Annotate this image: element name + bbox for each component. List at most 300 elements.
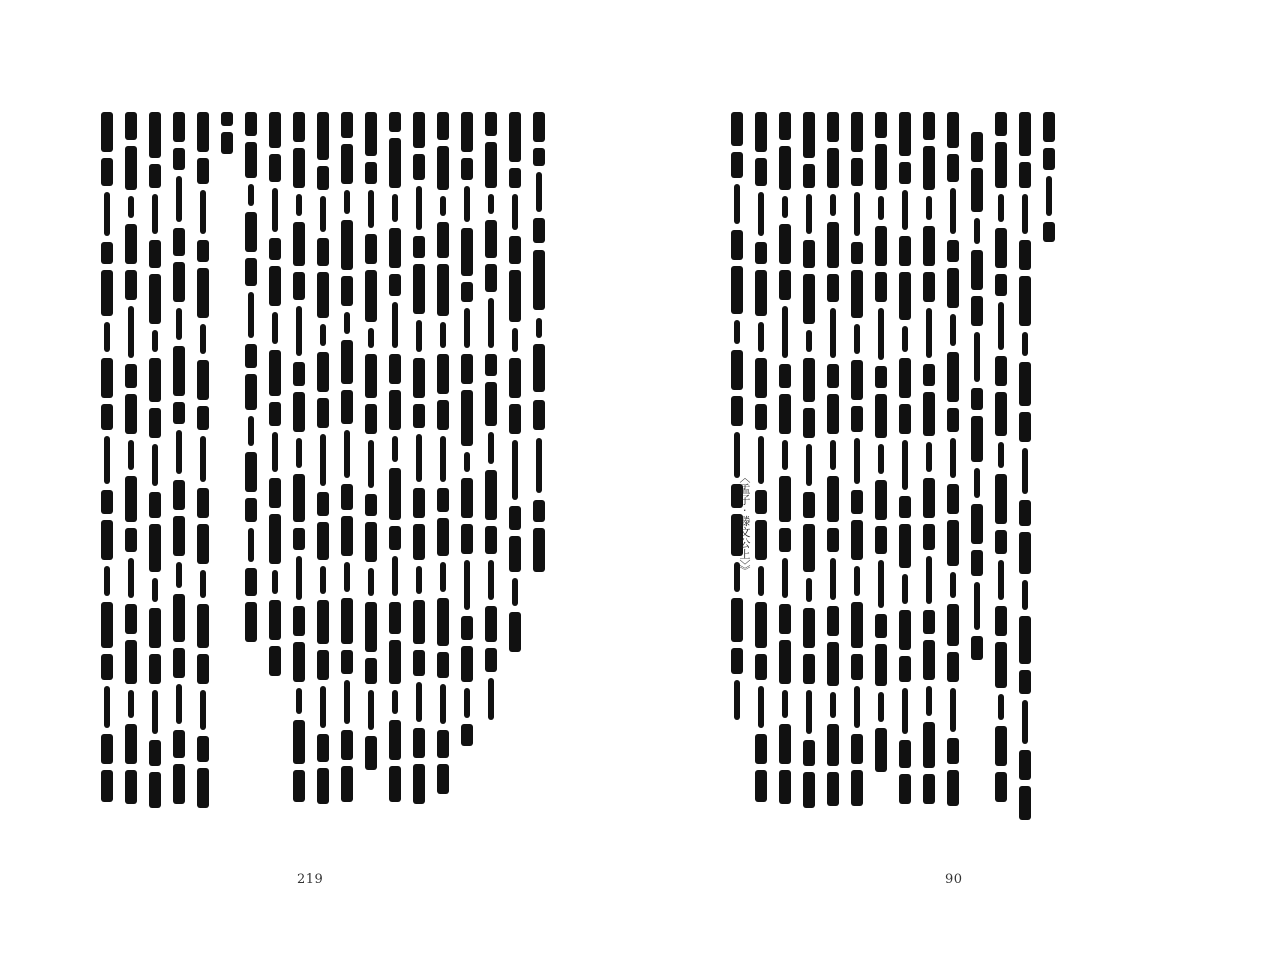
mongolian-word	[272, 570, 278, 594]
mongolian-word	[779, 604, 791, 634]
mongolian-word	[173, 112, 185, 142]
mongolian-word	[995, 392, 1007, 436]
mongolian-word	[200, 324, 206, 354]
mongolian-word	[197, 524, 209, 564]
mongolian-word	[365, 494, 377, 516]
left-page	[60, 0, 560, 978]
mongolian-word	[293, 642, 305, 682]
text-column	[216, 108, 238, 828]
mongolian-word	[344, 312, 350, 334]
mongolian-word	[899, 610, 911, 650]
mongolian-word	[926, 556, 932, 604]
mongolian-word	[1022, 194, 1028, 234]
mongolian-word	[779, 770, 791, 804]
mongolian-word	[827, 724, 839, 766]
mongolian-word	[269, 266, 281, 306]
mongolian-word	[341, 390, 353, 424]
mongolian-word	[779, 640, 791, 684]
mongolian-word	[296, 438, 302, 468]
mongolian-word	[1019, 616, 1031, 664]
mongolian-word	[1019, 276, 1031, 326]
mongolian-word	[245, 258, 257, 286]
text-column	[798, 108, 820, 828]
mongolian-word	[101, 602, 113, 648]
mongolian-word	[485, 606, 497, 642]
mongolian-word	[485, 220, 497, 258]
mongolian-word	[461, 354, 473, 384]
mongolian-word	[101, 490, 113, 514]
mongolian-word	[755, 358, 767, 398]
mongolian-word	[320, 434, 326, 486]
mongolian-word	[803, 112, 815, 158]
mongolian-word	[125, 270, 137, 300]
mongolian-word	[437, 354, 449, 394]
mongolian-word	[974, 582, 980, 630]
mongolian-word	[947, 738, 959, 764]
mongolian-word	[368, 568, 374, 596]
mongolian-word	[173, 764, 185, 804]
mongolian-word	[437, 400, 449, 430]
mongolian-word	[317, 238, 329, 266]
mongolian-word	[437, 146, 449, 190]
mongolian-word	[854, 686, 860, 728]
mongolian-word	[1043, 112, 1055, 142]
text-column	[990, 108, 1012, 828]
mongolian-word	[416, 566, 422, 594]
mongolian-word	[440, 322, 446, 348]
mongolian-word	[971, 504, 983, 544]
mongolian-word	[854, 192, 860, 236]
mongolian-word	[827, 148, 839, 188]
mongolian-word	[923, 226, 935, 266]
mongolian-word	[1022, 448, 1028, 494]
mongolian-word	[413, 728, 425, 758]
mongolian-word	[995, 606, 1007, 636]
mongolian-word	[923, 146, 935, 190]
mongolian-word	[803, 164, 815, 188]
mongolian-word	[341, 340, 353, 384]
mongolian-word	[461, 646, 473, 682]
mongolian-word	[125, 394, 137, 434]
mongolian-word	[971, 550, 983, 576]
mongolian-word	[392, 194, 398, 222]
mongolian-word	[149, 608, 161, 648]
mongolian-word	[317, 272, 329, 318]
mongolian-word	[875, 366, 887, 388]
mongolian-word	[1022, 332, 1028, 356]
mongolian-word	[245, 142, 257, 178]
mongolian-word	[197, 112, 209, 152]
mongolian-word	[509, 404, 521, 434]
mongolian-word	[293, 272, 305, 300]
mongolian-word	[269, 402, 281, 426]
mongolian-word	[293, 222, 305, 266]
mongolian-word	[320, 196, 326, 232]
mongolian-word	[269, 478, 281, 508]
mongolian-word	[464, 308, 470, 348]
mongolian-word	[101, 520, 113, 560]
mongolian-word	[461, 724, 473, 746]
mongolian-word	[149, 164, 161, 188]
text-column	[144, 108, 166, 828]
mongolian-word	[998, 442, 1004, 468]
mongolian-word	[755, 734, 767, 764]
mongolian-word	[344, 562, 350, 592]
mongolian-word	[923, 478, 935, 518]
mongolian-word	[782, 558, 788, 598]
mongolian-word	[755, 112, 767, 152]
mongolian-word	[173, 480, 185, 510]
mongolian-word	[365, 602, 377, 652]
mongolian-word	[413, 154, 425, 180]
mongolian-word	[533, 528, 545, 572]
mongolian-word	[512, 578, 518, 606]
mongolian-word	[1022, 700, 1028, 744]
mongolian-word	[779, 364, 791, 388]
mongolian-word	[125, 146, 137, 190]
mongolian-word	[827, 772, 839, 806]
mongolian-word	[1022, 580, 1028, 610]
mongolian-word	[104, 436, 110, 484]
mongolian-word	[899, 358, 911, 398]
right-page	[700, 0, 1080, 978]
mongolian-word	[149, 492, 161, 518]
text-column	[480, 108, 502, 828]
mongolian-word	[971, 636, 983, 660]
mongolian-word	[923, 112, 935, 140]
mongolian-word	[104, 566, 110, 596]
mongolian-word	[947, 604, 959, 646]
mongolian-word	[731, 648, 743, 674]
mongolian-word	[536, 318, 542, 338]
mongolian-word	[320, 566, 326, 594]
mongolian-word	[341, 598, 353, 644]
mongolian-word	[128, 440, 134, 470]
mongolian-word	[875, 728, 887, 772]
mongolian-word	[533, 218, 545, 243]
mongolian-word	[830, 308, 836, 358]
mongolian-word	[803, 408, 815, 438]
mongolian-word	[101, 654, 113, 680]
mongolian-word	[1019, 162, 1031, 188]
mongolian-word	[509, 536, 521, 572]
mongolian-word	[485, 264, 497, 292]
mongolian-word	[803, 240, 815, 268]
mongolian-word	[245, 602, 257, 642]
text-column	[750, 108, 772, 828]
mongolian-word	[365, 270, 377, 322]
mongolian-word	[317, 352, 329, 392]
mongolian-word	[734, 320, 740, 344]
mongolian-word	[512, 194, 518, 230]
mongolian-word	[365, 658, 377, 684]
mongolian-word	[830, 558, 836, 600]
mongolian-word	[803, 740, 815, 766]
mongolian-word	[392, 556, 398, 596]
mongolian-word	[488, 560, 494, 600]
mongolian-word	[731, 350, 743, 390]
mongolian-word	[485, 142, 497, 188]
mongolian-word	[1019, 532, 1031, 574]
mongolian-word	[317, 600, 329, 644]
mongolian-word	[758, 436, 764, 484]
mongolian-word	[899, 774, 911, 804]
page-number: 90	[945, 872, 963, 887]
mongolian-word	[389, 602, 401, 634]
mongolian-word	[104, 686, 110, 728]
mongolian-word	[197, 360, 209, 400]
mongolian-word	[974, 332, 980, 382]
mongolian-word	[533, 148, 545, 166]
mongolian-word	[413, 358, 425, 398]
mongolian-word	[413, 488, 425, 518]
mongolian-word	[152, 444, 158, 486]
mongolian-word	[173, 148, 185, 170]
mongolian-word	[101, 242, 113, 264]
mongolian-word	[413, 112, 425, 148]
mongolian-word	[536, 438, 542, 493]
mongolian-word	[101, 404, 113, 430]
mongolian-word	[803, 358, 815, 402]
mongolian-word	[341, 730, 353, 760]
mongolian-word	[1019, 670, 1031, 694]
mongolian-word	[509, 358, 521, 398]
mongolian-word	[488, 194, 494, 214]
mongolian-word	[248, 184, 254, 206]
mongolian-word	[320, 324, 326, 346]
mongolian-word	[971, 416, 983, 462]
mongolian-word	[875, 526, 887, 554]
mongolian-word	[296, 194, 302, 216]
mongolian-word	[272, 432, 278, 472]
text-column	[942, 108, 964, 828]
mongolian-word	[125, 604, 137, 634]
mongolian-word	[782, 440, 788, 470]
mongolian-word	[485, 526, 497, 554]
mongolian-word	[950, 438, 956, 478]
text-column	[456, 108, 478, 828]
mongolian-word	[344, 680, 350, 724]
mongolian-word	[827, 394, 839, 434]
mongolian-word	[245, 112, 257, 136]
mongolian-word	[851, 406, 863, 432]
mongolian-word	[461, 478, 473, 518]
mongolian-word	[128, 558, 134, 598]
mongolian-word	[341, 650, 353, 674]
mongolian-word	[293, 528, 305, 550]
text-column	[408, 108, 430, 828]
mongolian-word	[368, 328, 374, 348]
mongolian-word	[509, 612, 521, 652]
mongolian-word	[245, 374, 257, 410]
text-column	[168, 108, 190, 828]
mongolian-word	[440, 562, 446, 592]
mongolian-word	[995, 274, 1007, 296]
mongolian-word	[875, 644, 887, 686]
mongolian-word	[971, 250, 983, 290]
mongolian-word	[485, 470, 497, 520]
mongolian-word	[974, 218, 980, 244]
mongolian-word	[485, 112, 497, 136]
mongolian-word	[296, 306, 302, 356]
mongolian-word	[947, 268, 959, 308]
mongolian-word	[104, 322, 110, 352]
mongolian-word	[173, 516, 185, 556]
mongolian-word	[317, 650, 329, 680]
mongolian-word	[176, 684, 182, 724]
mongolian-word	[995, 772, 1007, 802]
text-column	[240, 108, 262, 828]
mongolian-word	[995, 228, 1007, 268]
mongolian-word	[416, 682, 422, 722]
mongolian-word	[851, 242, 863, 264]
mongolian-word	[149, 654, 161, 684]
mongolian-word	[296, 556, 302, 600]
mongolian-word	[365, 522, 377, 562]
mongolian-word	[365, 404, 377, 434]
mongolian-word	[389, 390, 401, 430]
mongolian-word	[755, 242, 767, 264]
mongolian-word	[731, 266, 743, 314]
mongolian-word	[197, 240, 209, 262]
mongolian-word	[152, 578, 158, 602]
mongolian-word	[128, 690, 134, 718]
mongolian-word	[176, 430, 182, 474]
mongolian-word	[878, 560, 884, 608]
mongolian-word	[854, 324, 860, 354]
mongolian-word	[926, 442, 932, 472]
mongolian-word	[758, 566, 764, 596]
text-column	[1014, 108, 1036, 828]
mongolian-word	[803, 608, 815, 648]
mongolian-word	[950, 314, 956, 346]
mongolian-word	[875, 614, 887, 638]
mongolian-word	[440, 436, 446, 482]
mongolian-word	[803, 492, 815, 518]
mongolian-word	[128, 196, 134, 218]
mongolian-word	[221, 132, 233, 154]
mongolian-word	[200, 190, 206, 234]
mongolian-word	[293, 606, 305, 636]
text-column	[966, 108, 988, 828]
mongolian-word	[413, 650, 425, 676]
mongolian-word	[827, 476, 839, 522]
mongolian-word	[923, 272, 935, 302]
mongolian-word	[173, 262, 185, 302]
mongolian-word	[1019, 240, 1031, 270]
mongolian-word	[101, 270, 113, 316]
text-column	[1038, 108, 1060, 828]
mongolian-word	[173, 346, 185, 396]
mongolian-word	[149, 358, 161, 402]
mongolian-word	[827, 642, 839, 686]
mongolian-word	[320, 686, 326, 728]
mongolian-word	[875, 226, 887, 266]
mongolian-word	[317, 522, 329, 560]
mongolian-word	[197, 654, 209, 684]
mongolian-word	[926, 308, 932, 358]
mongolian-word	[269, 350, 281, 396]
mongolian-word	[902, 574, 908, 604]
mongolian-word	[125, 364, 137, 388]
mongolian-word	[197, 768, 209, 808]
mongolian-word	[827, 606, 839, 636]
mongolian-word	[878, 444, 884, 474]
mongolian-word	[272, 312, 278, 344]
mongolian-word	[947, 154, 959, 182]
mongolian-word	[389, 720, 401, 760]
mongolian-word	[755, 490, 767, 514]
mongolian-word	[755, 602, 767, 648]
mongolian-word	[293, 720, 305, 764]
mongolian-word	[947, 112, 959, 148]
mongolian-word	[803, 274, 815, 324]
mongolian-word	[461, 112, 473, 152]
mongolian-word	[779, 476, 791, 522]
mongolian-word	[731, 230, 743, 260]
mongolian-word	[437, 518, 449, 556]
page-number: 219	[297, 872, 324, 887]
mongolian-word	[245, 212, 257, 252]
mongolian-word	[731, 112, 743, 146]
mongolian-word	[461, 616, 473, 640]
mongolian-word	[437, 730, 449, 758]
mongolian-word	[806, 578, 812, 602]
mongolian-word	[149, 112, 161, 158]
mongolian-word	[851, 654, 863, 680]
mongolian-word	[149, 240, 161, 268]
mongolian-word	[947, 652, 959, 682]
mongolian-word	[923, 392, 935, 436]
mongolian-word	[149, 524, 161, 572]
mongolian-word	[344, 190, 350, 214]
mongolian-word	[998, 694, 1004, 720]
mongolian-word	[437, 764, 449, 794]
mongolian-word	[851, 520, 863, 560]
mongolian-word	[899, 236, 911, 266]
mongolian-word	[173, 730, 185, 758]
mongolian-word	[875, 480, 887, 520]
mongolian-word	[899, 272, 911, 320]
mongolian-word	[293, 112, 305, 142]
mongolian-word	[197, 268, 209, 318]
mongolian-word	[827, 528, 839, 552]
mongolian-word	[437, 488, 449, 512]
mongolian-word	[125, 640, 137, 684]
mongolian-word	[899, 496, 911, 518]
mongolian-word	[317, 112, 329, 160]
mongolian-word	[533, 112, 545, 142]
mongolian-word	[758, 192, 764, 236]
mongolian-word	[995, 112, 1007, 136]
mongolian-word	[830, 692, 836, 718]
text-column	[774, 108, 796, 828]
mongolian-word	[200, 570, 206, 598]
mongolian-word	[413, 600, 425, 644]
mongolian-word	[437, 222, 449, 258]
mongolian-word	[341, 766, 353, 802]
mongolian-word	[995, 474, 1007, 524]
mongolian-word	[1019, 500, 1031, 526]
mongolian-word	[851, 270, 863, 318]
mongolian-word	[152, 330, 158, 352]
text-column	[726, 108, 748, 828]
mongolian-word	[365, 736, 377, 770]
mongolian-word	[947, 520, 959, 566]
text-column	[360, 108, 382, 828]
mongolian-word	[947, 484, 959, 514]
text-column	[192, 108, 214, 828]
